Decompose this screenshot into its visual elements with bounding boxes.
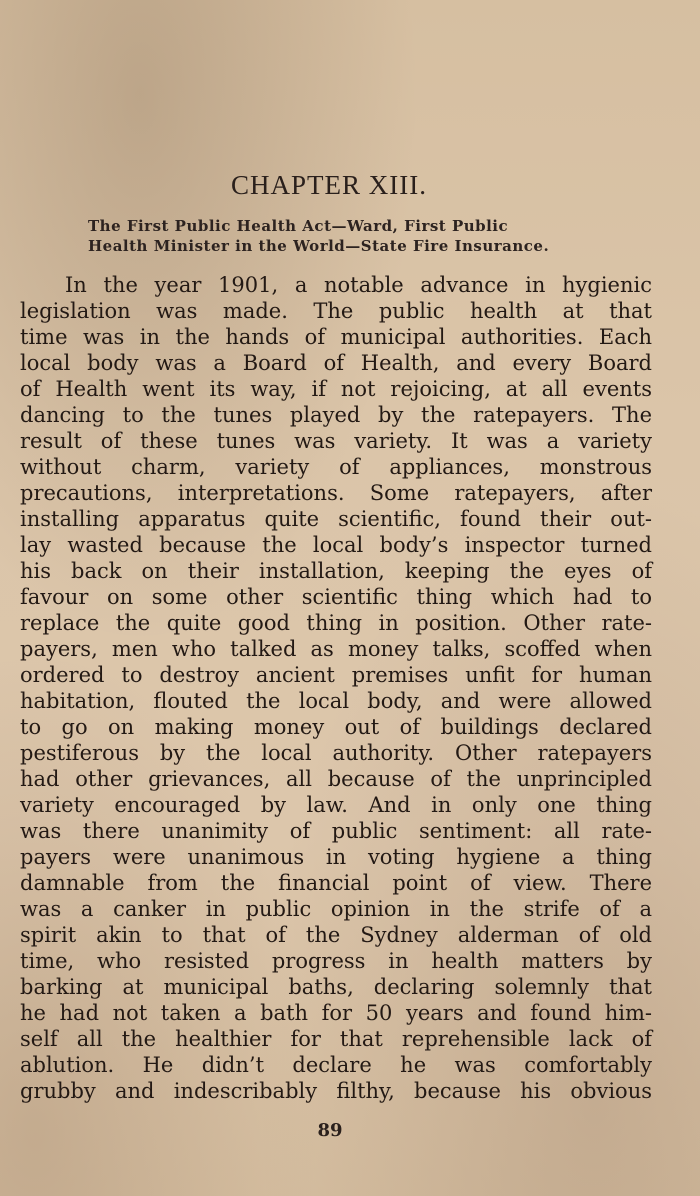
page-number: 89 xyxy=(317,1120,343,1141)
body-line: damnable from the financial point of view. There xyxy=(20,871,652,895)
body-line: lay wasted because the local body’s inspector turned xyxy=(20,533,652,557)
body-line: pestiferous by the local authority. Other ratepayers xyxy=(20,741,652,765)
body-line: spirit akin to that of the Sydney alderman of old xyxy=(20,923,652,947)
body-line: result of these tunes was variety. It was a variety xyxy=(20,429,652,453)
body-line: without charm, variety of appliances, monstrous xyxy=(20,455,652,479)
body-line: local body was a Board of Health, and every Board xyxy=(20,351,652,375)
body-line: grubby and indescribably filthy, because his obvious xyxy=(20,1079,652,1103)
body-line: time, who resisted progress in health matters by xyxy=(20,949,652,973)
chapter-summary-line: The First Public Health Act—Ward, First Public xyxy=(88,217,509,235)
body-line: was a canker in public opinion in the strife of a xyxy=(20,897,652,921)
body-line: had other grievances, all because of the unprincipled xyxy=(20,767,652,791)
body-line: precautions, interpretations. Some ratepayers, after xyxy=(20,481,652,505)
body-line: habitation, flouted the local body, and were allowed xyxy=(20,689,652,713)
body-line: barking at municipal baths, declaring solemnly that xyxy=(20,975,652,999)
chapter-title: CHAPTER XIII. xyxy=(231,170,427,200)
body-line: replace the quite good thing in position. Other rate- xyxy=(20,611,652,635)
body-line: time was in the hands of municipal authorities. Each xyxy=(20,325,652,349)
chapter-summary-line: Health Minister in the World—State Fire Insurance. xyxy=(88,237,550,255)
body-line: payers, men who talked as money talks, scoffed when xyxy=(20,637,652,661)
body-line: his back on their installation, keeping the eyes of xyxy=(20,559,652,583)
body-line: self all the healthier for that reprehensible lack of xyxy=(20,1027,652,1051)
body-line: of Health went its way, if not rejoicing, at all events xyxy=(20,377,652,401)
body-text xyxy=(20,272,652,1104)
body-line: was there unanimity of public sentiment: all rate- xyxy=(20,819,652,843)
body-line: he had not taken a bath for 50 years and found him- xyxy=(20,1001,652,1025)
chapter-summary xyxy=(88,216,588,256)
body-line: In the year 1901, a notable advance in hygienic xyxy=(65,273,652,297)
body-line: dancing to the tunes played by the ratepayers. The xyxy=(20,403,652,427)
body-line: to go on making money out of buildings declared xyxy=(20,715,652,739)
body-line: variety encouraged by law. And in only one thing xyxy=(20,793,652,817)
body-line: ordered to destroy ancient premises unfit for human xyxy=(20,663,652,687)
body-line: installing apparatus quite scientific, found their out- xyxy=(20,507,652,531)
body-line: legislation was made. The public health at that xyxy=(20,299,652,323)
body-line: payers were unanimous in voting hygiene a thing xyxy=(20,845,652,869)
body-line: favour on some other scientific thing which had to xyxy=(20,585,652,609)
body-line: ablution. He didn’t declare he was comfortably xyxy=(20,1053,652,1077)
